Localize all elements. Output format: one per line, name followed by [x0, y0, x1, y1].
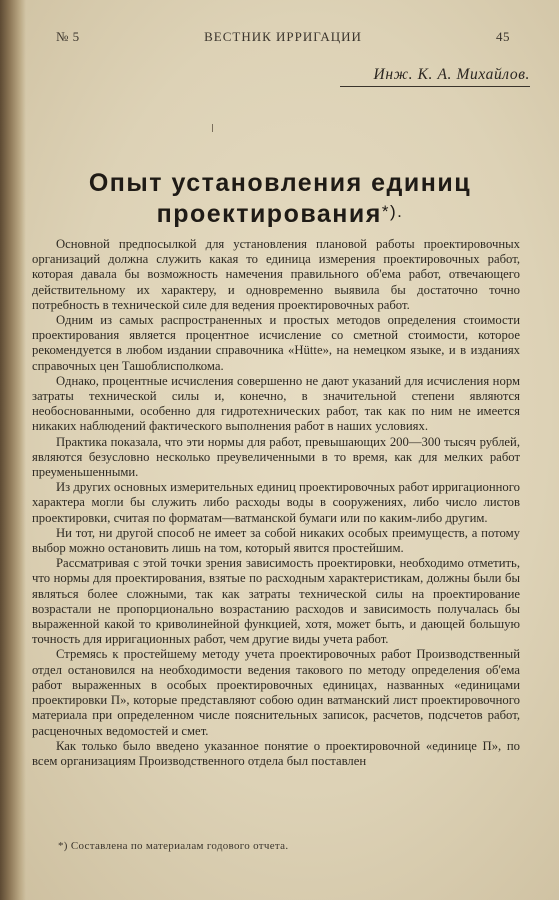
page-number: 45: [496, 29, 510, 44]
article-body: [32, 237, 520, 769]
footnote: *) Составлена по материалам годового отчета.: [58, 840, 289, 852]
book-spine-shadow: [0, 0, 26, 900]
paragraph: Практика показала, что эти нормы для работ, превышающих 200—300 тысяч рублей, являются безусловно несколько преувеличенными в то время, как для мелких работ преуменьшенными.: [32, 434, 520, 480]
title-line-2: [40, 199, 520, 230]
running-header: [56, 29, 510, 49]
issue-number: № 5: [56, 29, 80, 44]
title-line-1: Опыт установления единиц: [88, 169, 472, 197]
journal-title: ВЕСТНИК ИРРИГАЦИИ: [204, 29, 362, 44]
title-footnote-mark: *).: [381, 202, 404, 221]
paragraph: Однако, процентные исчисления совершенно не дают указаний для исчисления норм затраты технической силы и, конечно, в значительной степени являются необоснованными, особенно для гидротехнических работ, так как по ним не имеется никаких наблюдений фактического выполнения работ в наших условиях.: [32, 373, 520, 434]
author-byline: Инж. К. А. Михайлов.: [340, 66, 530, 87]
paragraph: Основной предпосылкой для установления плановой работы проектировочных организаций должна служить какая то единица измерения проектировочных работ, которая давала бы возможность намечения правильного об'ема работ, отвечающего действительному их характеру, и одновременно выявила бы достаточно точно потребность в технической силе для ведения проектировочных работ.: [32, 237, 520, 312]
paragraph: Как только было введено указанное понятие о проектировочной «единице П», по всем организациям Производственного отдела был поставлен: [32, 738, 520, 768]
print-mark: [212, 124, 213, 132]
article-title: [40, 168, 520, 230]
title-line-2-text: проектирования: [156, 200, 382, 228]
paragraph: Одним из самых распространенных и простых методов определения стоимости проектирования является процентное исчисление со сметной стоимости, которое рекомендуется в любом издании справочника «Hütte», на немецком языке, и в изданиях справочных цен Ташоблисполкома.: [32, 313, 520, 373]
paragraph: Из других основных измерительных единиц проектировочных работ ирригационного характера могли бы служить либо расходы воды в сооружениях, либо число листов проектировки, считая по форматам—ватманской бумаги или по каким-либо другим.: [32, 480, 520, 525]
paragraph: Рассматривая с этой точки зрения зависимость проектировки, необходимо отметить, что нормы для проектирования, взятые по расходным характеристикам, должны были бы являться более сложными, так как затраты технической силы на проектирование возрастали не пропорционально возрастанию расходов и зависимость получалась бы выраженной какой то криволинейной функцией, хотя, может быть, и дающей большую точность для ирригационных работ, чем другие виды учета работ.: [32, 556, 520, 647]
paragraph: Стремясь к простейшему методу учета проектировочных работ Производственный отдел остановился на необходимости ведения такового по методу определения об'ема работ выраженных в особых проектировочных единицах, названных «единицами проектировки П», которые представляют собою один ватманский лист проектировочного материала при определенном числе пояснительных записок, расчетов, подсчетов работ, расценочных ведомостей и смет.: [32, 647, 520, 738]
paragraph: Ни тот, ни другой способ не имеет за собой никаких особых преимуществ, а потому выбор можно остановить лишь на том, который явится простейшим.: [32, 525, 520, 556]
